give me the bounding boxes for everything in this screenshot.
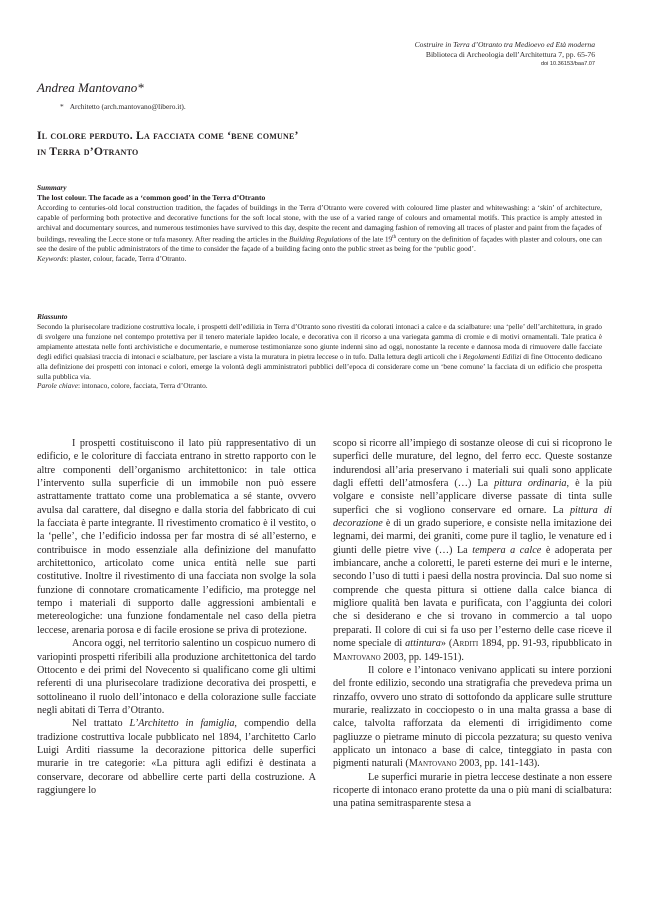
summary-label: Summary <box>37 183 67 192</box>
title-line-1: Il colore perduto. La facciata come ‘bene comune’ <box>37 129 299 142</box>
summary-keywords: Keywords: plaster, colour, facade, Terra d’Otranto. <box>37 254 187 263</box>
riassunto-text: Secondo la plurisecolare tradizione costruttiva locale, i prospetti dell’edilizia in Terra d’Otranto sono rivestiti da colorati intonaci a calce e da scialbature: una ‘pelle’ dell’architettura, in grado di svolgere una funzione nel contempo protettiva per il tenero materiale lapideo locale, e decorativa con il ricorso a una variegata gamma di cromie e di motivi ornamentali. Tale pratica è ampiamente attestata nelle fonti archivistiche e documentarie, e numerose testimonianze sono giunte indenni sino ad oggi, nonostante la recente e dannosa moda di rimuovere dalle facciate degli edifici qualsiasi traccia di intonaci e scialbature, per lasciare a vista la muratura in pietra leccese o in tufo. Dalla lettura degli articoli che i Regolamenti Edilizi di fine Ottocento dedicano alla definizione dei prospetti con intonaci e colori, emerge la volontà degli amministratori pubblici dell’epoca di considerare come un ‘bene comune’ la facciata di un edificio che prospetta sulla pubblica via. <box>37 322 602 381</box>
affiliation-marker: * <box>60 102 64 111</box>
body-paragraph: Nel trattato L’Architetto in famiglia, compendio della tradizione costruttiva locale pubblicato nel 1894, l’architetto Carlo Luigi Arditi riassume la decorazione pittorica delle superfici murarie in tre categorie: «La pittura agli edifizi è destinata a conservare, decorare od abbellire certe parti della costruzione. A raggiungere lo <box>37 718 316 796</box>
running-head <box>415 40 595 69</box>
body-paragraph: Le superfici murarie in pietra leccese destinate a non essere ricoperte di intonaco erano protette da una o più mani di scialbatura: una patina semitrasparente stesa a <box>333 771 612 810</box>
riassunto-section <box>37 312 602 391</box>
author-affiliation <box>60 102 186 111</box>
article-title <box>37 128 597 160</box>
author-name: Andrea Mantovano* <box>37 80 144 95</box>
body-paragraph: Ancora oggi, nel territorio salentino un cospicuo numero di variopinti prospetti riferibili alla produzione architettonica del tardo Ottocento e dei primi del Novecento si qualificano come gli ultimi referenti di una plurisecolare tradizione decorativa dei prospetti, e sottolineano il ruolo dell’intonaco e della colorazione sulle facciate negli abitati di Terra d’Otranto. <box>37 638 316 716</box>
body-paragraph: scopo si ricorre all’impiego di sostanze oleose di cui si ricoprono le superfici delle murature, del legno, del ferro ecc. Queste sostanze indurendosi all’aria preservano i materiali sui quali sono applicate dagli effetti dell’atmosfera (…) La pittura ordinaria, è la più volgare e consiste nell’applicare diverse passate di tinta sulle superfici che si vogliono conservare ed ornare. La pittura di decorazione è di un grado superiore, e consiste nella imitazione dei legnami, dei marmi, dei graniti, come pure il taglio, le venature ed i giunti delle pietre vive (…) La tempera a calce è adoperata per imbiancare, anche a coloretti, le pareti esterne dei muri e le interne, secondo l’uso di tutti i paesi della nostra provincia. Dal suo nome si comprende che questa pittura si ottiene dalla calce bianca di migliore qualità ben lavata e purificata, con l’aggiunta dei colori che si desiderano e che si trovano in commercio a tal uopo preparati. Il colore di cui si fa uso per l’esterno delle case riceve il nome speciale di attintura» (Arditi 1894, pp. 91-93, ripubblicato in Mantovano 2003, pp. 149-151). <box>333 438 613 663</box>
riassunto-keywords: Parole chiave: intonaco, colore, facciata, Terra d’Otranto. <box>37 381 208 391</box>
affiliation-text: Architetto (arch.mantovano@libero.it). <box>69 102 186 111</box>
journal-title: Costruire in Terra d’Otranto tra Medioevo ed Età moderna <box>414 40 595 49</box>
series-info: Biblioteca di Archeologia dell’Architettura 7, pp. 65-76 <box>425 50 595 59</box>
summary-section <box>37 183 602 264</box>
body-paragraph: I prospetti costituiscono il lato più rappresentativo di un edificio, e le coloriture di facciata entrano in stretto rapporto con le altre componenti dell’organismo architettonico: in tale ottica l’intervento sulla superficie di un immobile non può essere astrattamente trattato come una problematica a sé stante, ovvero avulsa dal carattere, dal disegno e dalla storia del fabbricato di cui la facciata è parte integrante. Il rivestimento cromatico è il vestito, o la ‘pelle’, che l’edificio indossa per far mostra di sé all’esterno, e contribuisce in modo essenziale alla definizione del manufatto architettonico, articolato come unica entità nelle sue parti costitutive. Inoltre il rivestimento di una facciata non svolge la sola funzione di connotare cromaticamente l’edificio, ma protegge nel tempo i materiali di supporto dalle aggressioni ambientali e metereologiche: una funzione fondamentale nel caso della pietra leccese, arenaria porosa e di facile erosione se priva di protezione. <box>37 438 316 636</box>
summary-subtitle: The lost colour. The facade as a ‘common good’ in the Terra d’Otranto <box>37 193 266 202</box>
title-line-2: in Terra d’Otranto <box>37 145 139 158</box>
body-column-right <box>333 437 612 811</box>
body-column-left <box>37 437 316 797</box>
riassunto-label: Riassunto <box>37 312 68 321</box>
doi[interactable]: doi 10.36153/baa7.07 <box>540 61 595 67</box>
body-paragraph: Il colore e l’intonaco venivano applicati su intere porzioni del fronte edilizio, secondo una stratigrafia che prevedeva prima un rinzaffo, ovvero uno strato di sottofondo da applicare sulle strutture murarie, realizzato in cocciopesto o in una malta grassa a base di calce, talvolta rafforzata da elementi di irrigidimento come pagliuzze o pietrame minuto di piccola pezzatura; su questo veniva applicato un intonaco a base di calce, tinteggiato in pasta con pigmenti naturali (Mantovano 2003, pp. 141-143). <box>333 664 612 770</box>
summary-text: According to centuries-old local construction tradition, the façades of buildings in the Terra d’Otranto were covered with coloured lime plaster and whitewashing: a ‘skin’ of architecture, capable of performing both protective and decorative functions for the soft local stone, with the use of a varied range of colours and ornamental motifs. This practice is amply attested in archival and documentary sources, and numerous testimonies have survived to this day, despite the recent and damaging fashion of removing all traces of plaster and paint from the façades of buildings, revealing the Lecce stone or tufa masonry. After reading the articles in the Building Regulations of the late 19th century on the definition of façades with plaster and colours, one can see the desire of the public administrators of the time to consider the façade of a building facing onto the public street as being for the ‘public good’. <box>37 203 602 254</box>
